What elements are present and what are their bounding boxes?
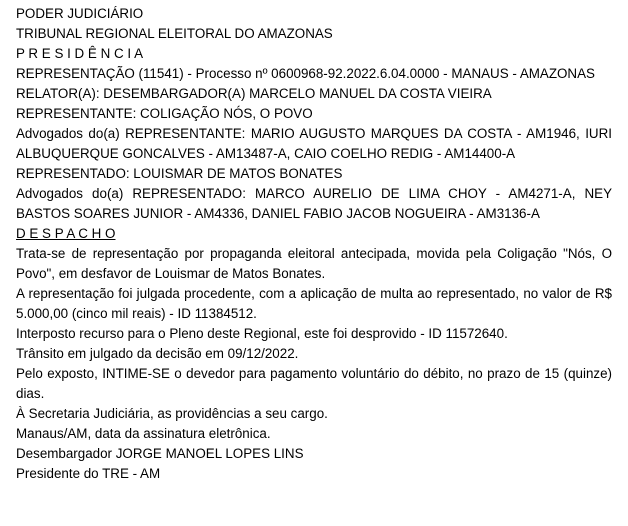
case-rapporteur: RELATOR(A): DESEMBARGADOR(A) MARCELO MANUEL DA COSTA VIEIRA [16,86,492,101]
dispatch-paragraph: Trata-se de representação por propaganda eleitoral antecipada, movida pela Coligação "Nós, O Povo", em desfavor de Louismar de Matos Bonates. [16,246,612,281]
dispatch-paragraph: Interposto recurso para o Pleno deste Regional, este foi desprovido - ID 11572640. [16,326,508,341]
representative-lawyers: Advogados do(a) REPRESENTANTE: MARIO AUGUSTO MARQUES DA COSTA - AM1946, IURI ALBUQUERQUE GONCALVES - AM13487-A, CAIO COELHO REDIG - AM14400-A [16,126,612,161]
section-title: P R E S I D Ê N C I A [16,46,144,61]
represented-lawyers: Advogados do(a) REPRESENTADO: MARCO AURELIO DE LIMA CHOY - AM4271-A, NEY BASTOS SOARES JUNIOR - AM4336, DANIEL FABIO JACOB NOGUEIRA - AM3136-A [16,186,612,221]
case-representation: REPRESENTAÇÃO (11541) - Processo nº 0600968-92.2022.6.04.0000 - MANAUS - AMAZONAS [16,66,595,81]
document-body [16,4,612,484]
signatory-title: Presidente do TRE - AM [16,466,161,481]
court-name: PODER JUDICIÁRIO [16,6,144,21]
dispatch-paragraph: À Secretaria Judiciária, as providências a seu cargo. [16,406,328,421]
tribunal-name: TRIBUNAL REGIONAL ELEITORAL DO AMAZONAS [16,26,333,41]
dispatch-heading: D E S P A C H O [16,226,116,241]
case-represented: REPRESENTADO: LOUISMAR DE MATOS BONATES [16,166,343,181]
case-representative: REPRESENTANTE: COLIGAÇÃO NÓS, O POVO [16,106,313,121]
dispatch-paragraph: A representação foi julgada procedente, com a aplicação de multa ao representado, no valor de R$ 5.000,00 (cinco mil reais) - ID 11384512. [16,286,612,321]
signatory-name: Desembargador JORGE MANOEL LOPES LINS [16,446,304,461]
dispatch-paragraph: Pelo exposto, INTIME-SE o devedor para pagamento voluntário do débito, no prazo de 15 (quinze) dias. [16,366,612,401]
dispatch-date-line: Manaus/AM, data da assinatura eletrônica. [16,426,271,441]
dispatch-paragraph: Trânsito em julgado da decisão em 09/12/2022. [16,346,299,361]
